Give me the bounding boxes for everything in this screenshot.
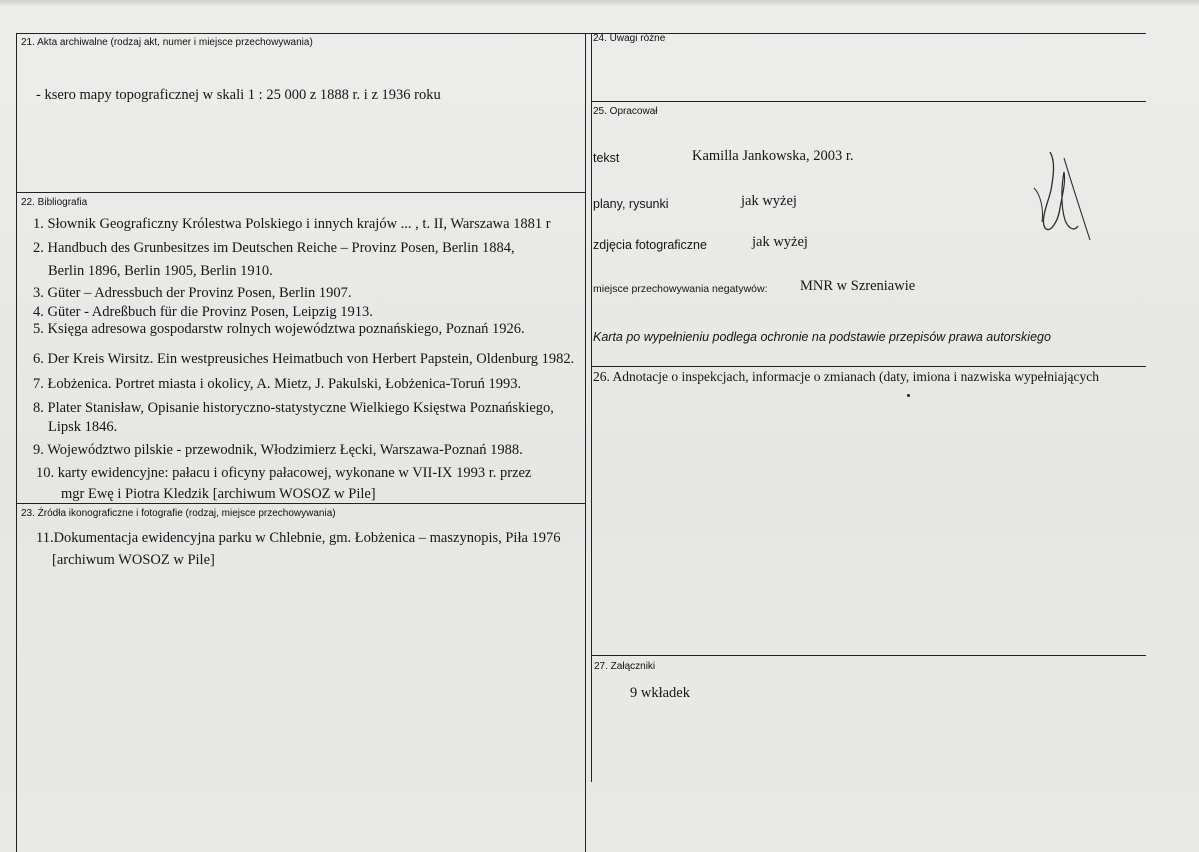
column-divider-left [585,33,586,852]
rule-23 [16,503,585,504]
rule-26 [591,366,1146,367]
bibliography-line: mgr Ewę i Piotra Kledzik [archiwum WOSOZ w Pile] [61,486,376,502]
plany-label: plany, rysunki [593,197,669,211]
left-border [16,33,17,852]
bibliography-line: Lipsk 1846. [48,419,118,435]
section-24-header: 24. Uwagi różne [593,33,666,44]
bibliography-line: 5. Księga adresowa gospodarstw rolnych województwa poznańskiego, Poznań 1926. [33,321,525,337]
ink-dot [907,394,910,397]
miejsce-value: MNR w Szreniawie [800,278,916,294]
section-27-header: 27. Załączniki [594,661,656,672]
zdjecia-value: jak wyżej [752,234,808,250]
bibliography-line: Berlin 1896, Berlin 1905, Berlin 1910. [48,263,273,279]
iconography-line: 11.Dokumentacja ewidencyjna parku w Chlebnie, gm. Łobżenica – maszynopis, Piła 1976 [36,530,561,546]
bibliography-line: 7. Łobżenica. Portret miasta i okolicy, A. Mietz, J. Pakulski, Łobżenica-Toruń 1993. [33,376,522,392]
bibliography-line: 4. Güter - Adreßbuch für die Provinz Posen, Leipzig 1913. [33,304,373,320]
bibliography-line: 9. Województwo pilskie - przewodnik, Włodzimierz Łęcki, Warszawa-Poznań 1988. [33,442,523,458]
top-rule [16,33,1146,34]
zdjecia-label: zdjęcia fotograficzne [593,238,707,252]
signature-scribble [1020,148,1100,248]
section-22-header: 22. Bibliografia [21,197,88,208]
bibliography-line: 3. Güter – Adressbuch der Provinz Posen, Berlin 1907. [33,285,352,301]
column-divider-right [591,33,592,782]
section-26-header: 26. Adnotacje o inspekcjach, informacje o zmianach (daty, imiona i nazwiska wypełniających [593,369,1099,384]
iconography-line: [archiwum WOSOZ w Pile] [52,552,215,568]
bibliography-line: 10. karty ewidencyjne: pałacu i oficyny pałacowej, wykonane w VII-IX 1993 r. przez [36,465,532,481]
rule-25 [591,101,1146,102]
attachments-value: 9 wkładek [630,685,690,701]
bibliography-line: 6. Der Kreis Wirsitz. Ein westpreusiches Heimatbuch von Herbert Papstein, Oldenburg 1982. [33,351,575,367]
bibliography-line: 2. Handbuch des Grunbesitzes im Deutschen Reiche – Provinz Posen, Berlin 1884, [33,240,515,256]
scan-edge [0,0,1199,6]
section-25-header: 25. Opracował [593,106,658,117]
bibliography-line: 8. Plater Stanisław, Opisanie historyczno-statystyczne Wielkiego Księstwa Poznańskiego, [33,400,554,416]
copyright-notice: Karta po wypełnieniu podlega ochronie na podstawie przepisów prawa autorskiego [593,330,1051,344]
section-23-header: 23. Źródła ikonograficzne i fotografie (rodzaj, miejsce przechowywania) [21,508,336,519]
tekst-label: tekst [593,151,620,165]
tekst-value: Kamilla Jankowska, 2003 r. [692,148,854,164]
section-21-item: - ksero mapy topograficznej w skali 1 : 25 000 z 1888 r. i z 1936 roku [36,87,441,103]
rule-22 [16,192,585,193]
bibliography-line: 1. Słownik Geograficzny Królestwa Polskiego i innych krajów ... , t. II, Warszawa 1881 r [33,216,551,232]
rule-27 [591,655,1146,656]
miejsce-label: miejsce przechowywania negatywów: [593,283,768,295]
plany-value: jak wyżej [741,193,797,209]
section-21-header: 21. Akta archiwalne (rodzaj akt, numer i miejsce przechowywania) [21,37,313,48]
